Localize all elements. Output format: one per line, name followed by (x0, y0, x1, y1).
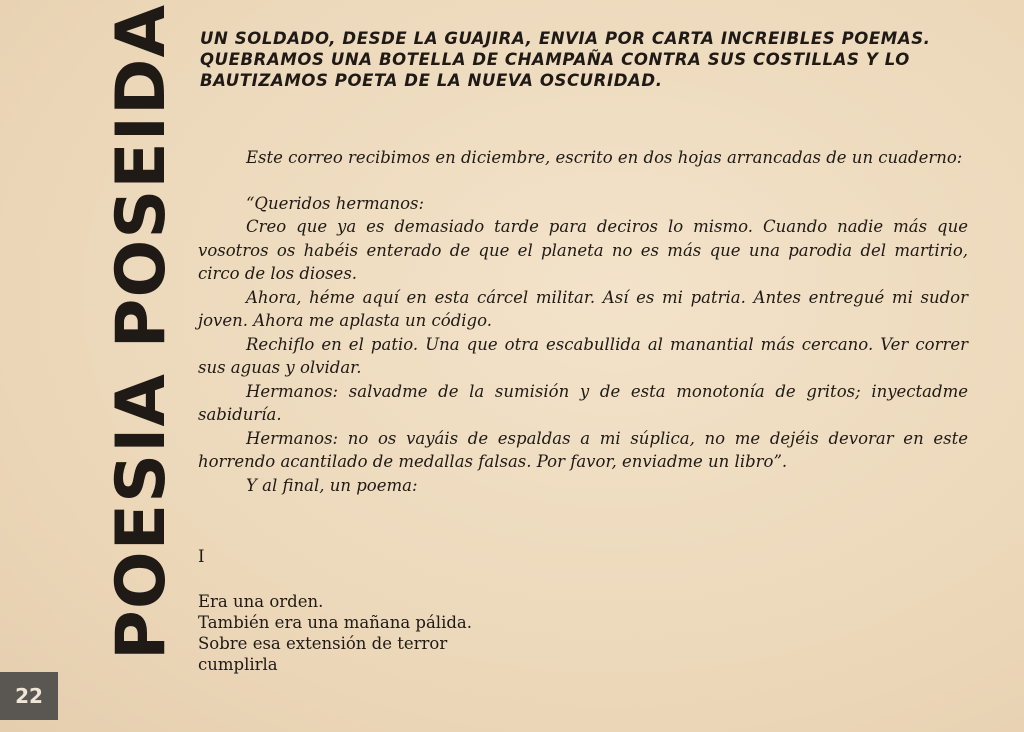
poem-line: Sobre esa extensión de terror (198, 634, 448, 653)
headline-line-1: UN SOLDADO, DESDE LA GUAJIRA, ENVIA POR CARTA INCREIBLES POEMAS. (200, 29, 931, 48)
poem-introduction: Y al final, un poema: (246, 475, 418, 495)
poem-line: Era una orden. (198, 592, 324, 611)
page-number: 22 (0, 672, 58, 720)
letter-paragraph: Hermanos: no os vayáis de espaldas a mi súplica, no me dejéis devorar en este horrendo acantilado de medallas falsas. Por favor, enviadme un libro”. (198, 428, 968, 471)
article-body (198, 146, 968, 497)
poem (198, 546, 472, 675)
letter-paragraph: Creo que ya es demasiado tarde para deciros lo mismo. Cuando nadie más que vosotros os habéis enterado de que el planeta no es más que una parodia del martirio, circo de los dioses. (198, 217, 968, 283)
letter-salutation: “Queridos hermanos: (246, 193, 425, 213)
letter-paragraph: Rechiflo en el patio. Una que otra escabullida al manantial más cercano. Ver correr sus aguas y olvidar. (198, 334, 968, 377)
poem-line: También era una mañana pálida. (198, 613, 473, 632)
intro-paragraph: Este correo recibimos en diciembre, escrito en dos hojas arrancadas de un cuaderno: (246, 148, 963, 167)
letter-paragraph: Hermanos: salvadme de la sumisión y de esta monotonía de gritos; inyectadme sabiduría. (198, 381, 968, 424)
poem-line: cumplirla (198, 655, 278, 674)
headline-line-3: BAUTIZAMOS POETA DE LA NUEVA OSCURIDAD. (200, 71, 663, 90)
vertical-section-title: POESIA POSEIDA (102, 3, 181, 660)
article-headline (200, 28, 970, 91)
poem-section-number: I (198, 547, 205, 566)
headline-line-2: QUEBRAMOS UNA BOTELLA DE CHAMPAÑA CONTRA SUS COSTILLAS Y LO (200, 50, 910, 69)
letter-paragraph: Ahora, héme aquí en esta cárcel militar. Así es mi patria. Antes entregué mi sudor joven. Ahora me aplasta un código. (198, 287, 968, 330)
